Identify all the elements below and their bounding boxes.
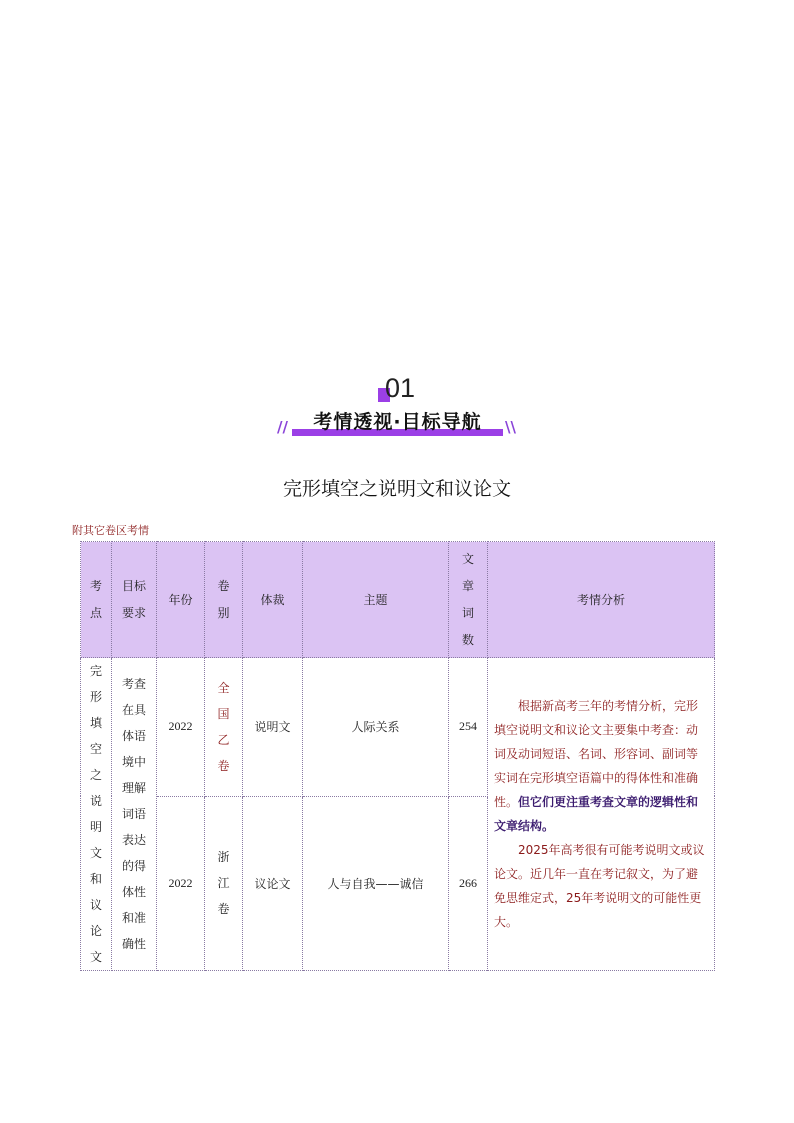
header-zhuti: 主题 (303, 542, 449, 658)
cell-zhuti: 人际关系 (303, 658, 449, 797)
cell-words: 266 (449, 796, 488, 970)
exam-analysis-table (80, 541, 715, 971)
analysis-p2: 2025年高考很有可能考说明文或议论文。近几年一直在考记叙文，为了避免思维定式，25年考说明文的可能性更大。 (494, 843, 705, 929)
table-header-row (81, 542, 715, 658)
header-kaodian: 考点 (81, 542, 112, 658)
banner-slash-left: // (277, 418, 288, 436)
header-ticai: 体裁 (243, 542, 303, 658)
header-nianfen: 年份 (157, 542, 205, 658)
cell-kaodian: 完形填空之说明文和议论文 (81, 658, 112, 971)
header-mubiao: 目标要求 (112, 542, 157, 658)
cell-zhuti: 人与自我——诚信 (303, 796, 449, 970)
cell-year: 2022 (157, 658, 205, 797)
cell-year: 2022 (157, 796, 205, 970)
analysis-p1-bold: 但它们更注重考查文章的逻辑性和文章结构。 (494, 795, 699, 833)
cell-juan: 全国乙卷 (205, 658, 243, 797)
header-fenxi: 考情分析 (488, 542, 715, 658)
document-title: 完形填空之说明文和议论文 (282, 478, 511, 500)
cell-mubiao: 考查在具体语境中理解词语表达的得体性和准确性 (112, 658, 157, 971)
banner-slash-right: \\ (505, 418, 516, 436)
table-row (81, 658, 715, 797)
section-number-text: 01 (385, 373, 416, 403)
banner-title: 考情透视·目标导航 (313, 411, 482, 433)
analysis-p1: 根据新高考三年的考情分析，完形填空说明文和议论文主要集中考查：动词及动词短语、名词、形容词、副词等实词在完形填空语篇中的得体性和准确性。 (494, 699, 699, 809)
section-banner (275, 408, 520, 438)
header-cishu: 文章词数 (449, 542, 488, 658)
cell-analysis (488, 658, 715, 971)
cell-juan: 浙江卷 (205, 796, 243, 970)
header-juanbie: 卷别 (205, 542, 243, 658)
cell-ticai: 议论文 (243, 796, 303, 970)
section-number (374, 372, 420, 404)
cell-ticai: 说明文 (243, 658, 303, 797)
cell-words: 254 (449, 658, 488, 797)
note-label: 附其它卷区考情 (72, 524, 149, 537)
